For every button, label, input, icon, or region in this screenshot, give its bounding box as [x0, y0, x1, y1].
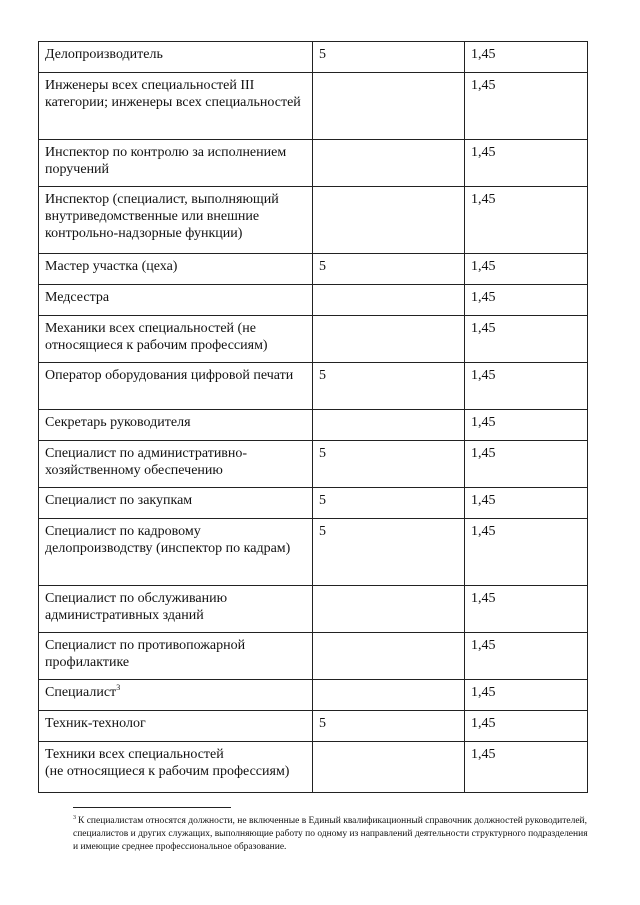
table-row	[39, 680, 588, 711]
coefficient-value: 1,45	[471, 524, 496, 539]
position-name: Делопроизводитель	[45, 47, 163, 62]
column-2-cell	[313, 285, 465, 316]
column-2-cell	[313, 742, 465, 793]
column-2-cell	[313, 633, 465, 680]
table-row	[39, 488, 588, 519]
position-name-cell	[39, 633, 313, 680]
position-name: Специалист	[45, 685, 117, 700]
position-name-cell	[39, 711, 313, 742]
table-row	[39, 363, 588, 410]
position-name: Специалист по противопожарной профилактике	[45, 638, 246, 670]
table-row	[39, 42, 588, 73]
footnote-marker: 3	[73, 815, 76, 821]
column-2-cell	[313, 73, 465, 140]
column-2-value: 5	[319, 47, 326, 62]
coefficient-cell	[465, 519, 588, 586]
position-name: Специалист по кадровому делопроизводству (инспектор по кадрам)	[45, 524, 291, 556]
column-2-cell	[313, 140, 465, 187]
coefficient-cell	[465, 140, 588, 187]
coefficient-cell	[465, 254, 588, 285]
coefficient-value: 1,45	[471, 290, 496, 305]
coefficient-cell	[465, 742, 588, 793]
table-row	[39, 140, 588, 187]
coefficient-value: 1,45	[471, 446, 496, 461]
coefficient-cell	[465, 633, 588, 680]
coefficient-value: 1,45	[471, 591, 496, 606]
table-row	[39, 586, 588, 633]
coefficient-cell	[465, 488, 588, 519]
column-2-cell	[313, 441, 465, 488]
table-row	[39, 410, 588, 441]
position-name: Инспектор по контролю за исполнением поручений	[45, 145, 287, 177]
coefficient-cell	[465, 187, 588, 254]
column-2-cell	[313, 711, 465, 742]
column-2-cell	[313, 316, 465, 363]
table-row	[39, 519, 588, 586]
column-2-cell	[313, 680, 465, 711]
coefficient-value: 1,45	[471, 685, 496, 700]
position-name-cell	[39, 140, 313, 187]
footnote-text: К специалистам относятся должности, не включенные в Единый квалификационный справочник должностей руководителей, специалистов и других служащих, выполняющие работу по одному из направлений деятельности структурного подразделения и имеющие среднее профессиональное образование.	[73, 816, 588, 852]
position-name-cell	[39, 410, 313, 441]
position-name-cell	[39, 488, 313, 519]
position-name: Механики всех специальностей (не относящиеся к рабочим профессиям)	[45, 321, 268, 353]
coefficient-value: 1,45	[471, 192, 496, 207]
table-row	[39, 187, 588, 254]
column-2-value: 5	[319, 524, 326, 539]
table-row	[39, 742, 588, 793]
column-2-value: 5	[319, 368, 326, 383]
coefficient-cell	[465, 410, 588, 441]
coefficient-cell	[465, 73, 588, 140]
column-2-cell	[313, 410, 465, 441]
position-name: Техник-технолог	[45, 716, 146, 731]
coefficient-cell	[465, 586, 588, 633]
column-2-cell	[313, 254, 465, 285]
column-2-value: 5	[319, 259, 326, 274]
coefficient-value: 1,45	[471, 47, 496, 62]
coefficient-cell	[465, 711, 588, 742]
position-name: Мастер участка (цеха)	[45, 259, 178, 274]
table-row	[39, 285, 588, 316]
position-name: Медсестра	[45, 290, 110, 305]
position-name: Оператор оборудования цифровой печати	[45, 368, 294, 383]
position-name-cell	[39, 254, 313, 285]
position-name: Секретарь руководителя	[45, 415, 191, 430]
coefficient-value: 1,45	[471, 321, 496, 336]
table-row	[39, 316, 588, 363]
coefficient-cell	[465, 285, 588, 316]
position-name-cell	[39, 586, 313, 633]
column-2-value: 5	[319, 446, 326, 461]
coefficient-value: 1,45	[471, 78, 496, 93]
position-name-cell	[39, 519, 313, 586]
coefficient-value: 1,45	[471, 747, 496, 762]
position-name: Инспектор (специалист, выполняющий внутриведомственные или внешние контрольно-надзорные функции)	[45, 192, 279, 241]
column-2-cell	[313, 519, 465, 586]
coefficient-value: 1,45	[471, 716, 496, 731]
position-name-cell	[39, 441, 313, 488]
column-2-cell	[313, 586, 465, 633]
column-2-value: 5	[319, 716, 326, 731]
column-2-cell	[313, 187, 465, 254]
coefficient-value: 1,45	[471, 368, 496, 383]
coefficient-cell	[465, 441, 588, 488]
position-name-cell	[39, 187, 313, 254]
positions-table	[38, 41, 588, 793]
position-name-cell	[39, 316, 313, 363]
position-name: Инженеры всех специальностей III категории; инженеры всех специальностей	[45, 78, 301, 110]
position-name: Специалист по обслуживанию административных зданий	[45, 591, 228, 623]
position-name-cell	[39, 73, 313, 140]
table-row	[39, 73, 588, 140]
column-2-value: 5	[319, 493, 326, 508]
coefficient-cell	[465, 316, 588, 363]
coefficient-value: 1,45	[471, 493, 496, 508]
position-name: Специалист по административно-хозяйственному обеспечению	[45, 446, 248, 478]
column-2-cell	[313, 488, 465, 519]
column-2-cell	[313, 363, 465, 410]
position-name: Техники всех специальностей (не относящиеся к рабочим профессиям)	[45, 747, 290, 779]
coefficient-cell	[465, 363, 588, 410]
position-name-cell	[39, 742, 313, 793]
table-row	[39, 633, 588, 680]
coefficient-cell	[465, 680, 588, 711]
column-2-cell	[313, 42, 465, 73]
table-row	[39, 441, 588, 488]
coefficient-value: 1,45	[471, 259, 496, 274]
position-name-cell	[39, 285, 313, 316]
footnote-separator	[73, 807, 231, 808]
coefficient-cell	[465, 42, 588, 73]
coefficient-value: 1,45	[471, 638, 496, 653]
position-name-cell	[39, 680, 313, 711]
position-name: Специалист по закупкам	[45, 493, 193, 508]
footnote-reference: 3	[116, 683, 121, 692]
coefficient-value: 1,45	[471, 415, 496, 430]
position-name-cell	[39, 363, 313, 410]
coefficient-value: 1,45	[471, 145, 496, 160]
table-row	[39, 711, 588, 742]
footnote	[73, 815, 593, 854]
table-row	[39, 254, 588, 285]
positions-table-body	[39, 42, 588, 793]
position-name-cell	[39, 42, 313, 73]
